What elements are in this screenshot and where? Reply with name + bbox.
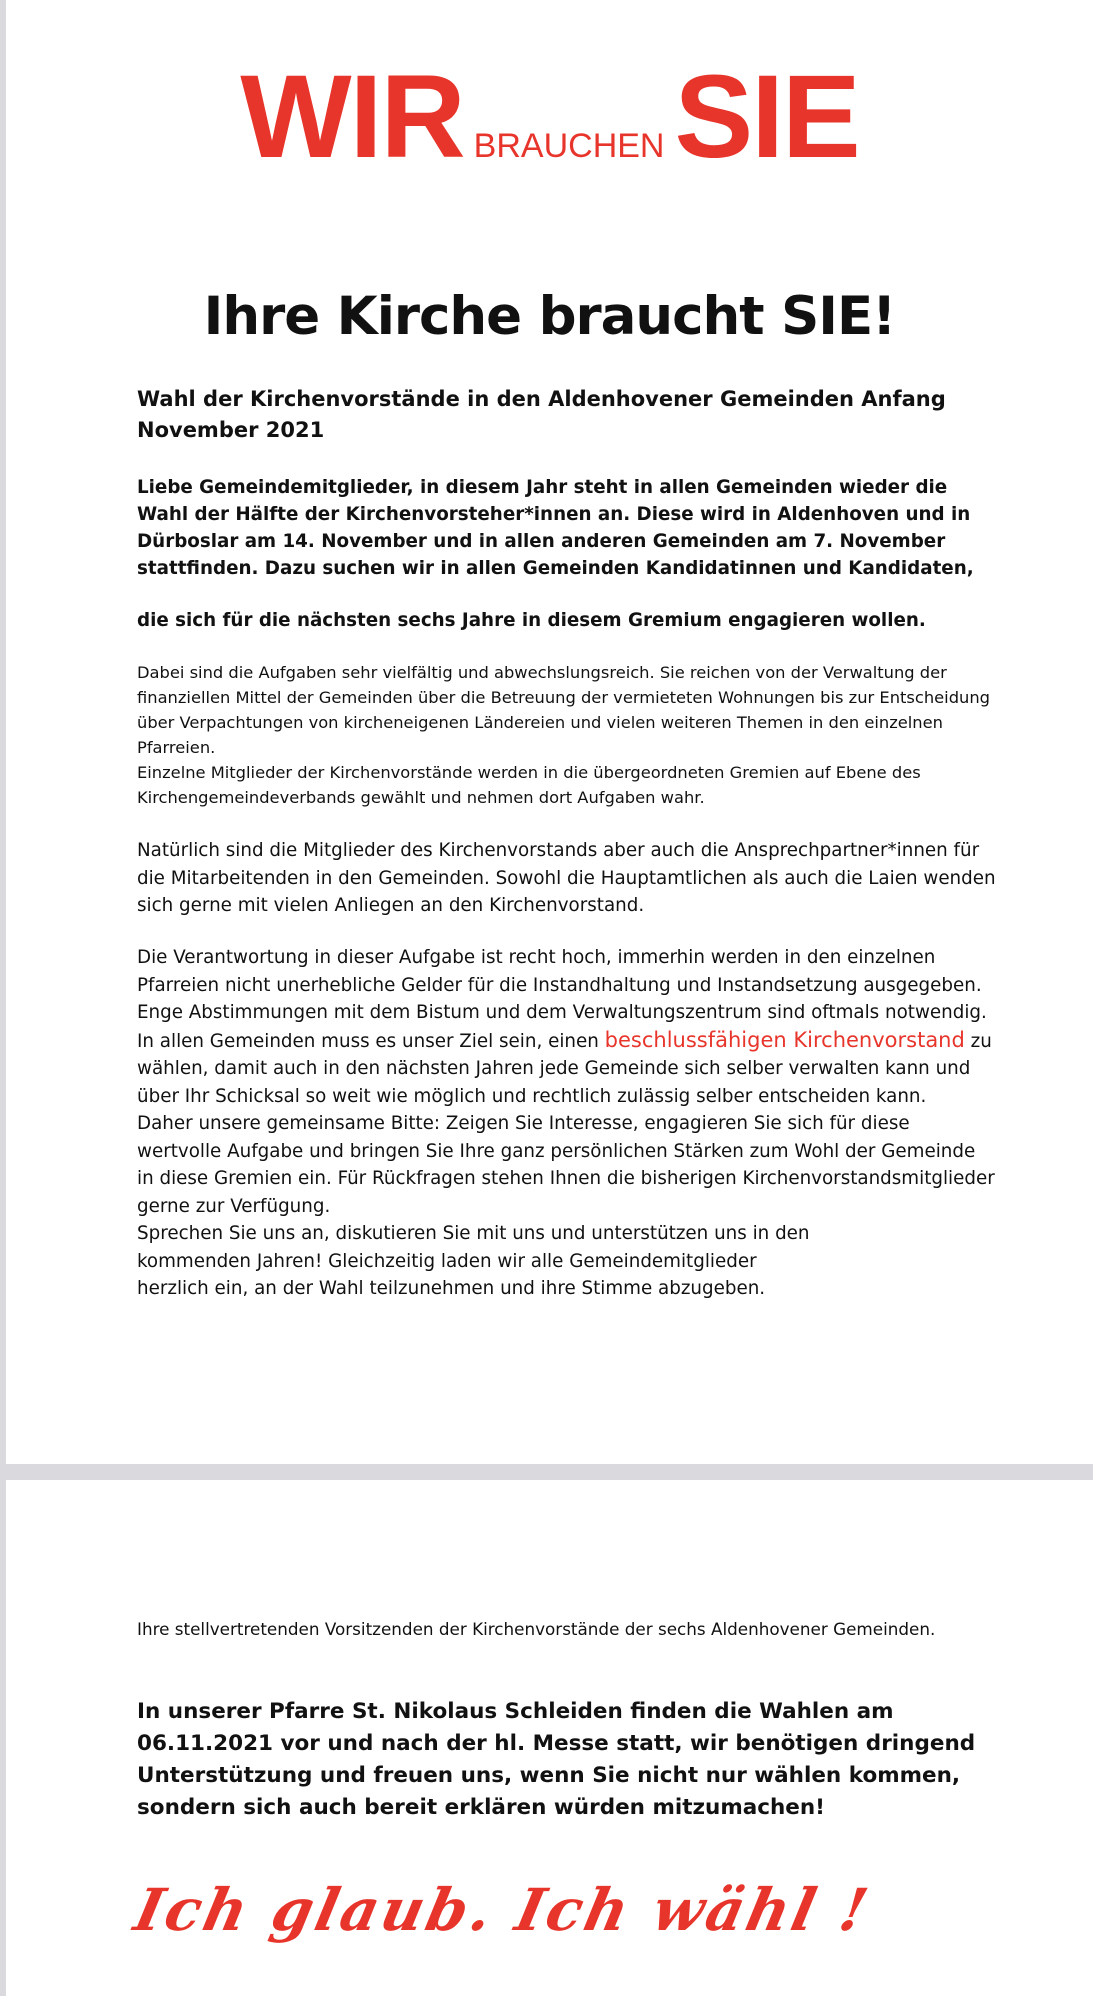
intro-paragraph: Liebe Gemeindemitglieder, in diesem Jahr steht in allen Gemeinden wieder die Wahl der Hälfte der Kirchenvorsteher*innen an. Diese wird in Aldenhoven und in Dürboslar am 14. November und in allen anderen Gemeinden am 7. November stattfinden. Dazu suchen wir in allen Gemeinden Kandidatinnen und Kandidaten, (137, 477, 974, 579)
banner-wir: WIR (240, 51, 464, 183)
banner-brauchen: BRAUCHEN (473, 127, 665, 165)
committees-paragraph: Einzelne Mitglieder der Kirchenvorstände werden in die übergeordneten Gremien auf Ebene des Kirchengemeindeverbands gewählt und nehmen dort Aufgaben wahr. (137, 763, 921, 807)
banner-headline (6, 51, 1093, 183)
invitation-paragraph (137, 1220, 997, 1303)
responsibility-paragraph (137, 944, 997, 1110)
highlight-text: beschlussfähigen Kirchenvorstand (604, 1027, 965, 1052)
closing-signature: Ihre stellvertretenden Vorsitzenden der Kirchenvorstände der sechs Aldenhovener Gemeinden. (137, 1619, 936, 1639)
invitation-line-1: Sprechen Sie uns an, diskutieren Sie mit uns und unterstützen uns in den (137, 1223, 810, 1244)
slogan: Ich glaub. Ich wähl ! (128, 1876, 877, 1944)
invitation-line-2: kommenden Jahren! Gleichzeitig laden wir alle Gemeindemitglieder (137, 1250, 757, 1272)
document-page-1 (6, 0, 1093, 1464)
final-announcement: In unserer Pfarre St. Nikolaus Schleiden finden die Wahlen am 06.11.2021 vor und nach der hl. Messe statt, wir benötigen dringend Unterstützung und freuen uns, wenn Sie nicht nur wählen kommen, sondern sich auch bereit erklären würden mitzumachen! (137, 1699, 976, 1820)
tasks-section (137, 660, 997, 810)
responsibility-text-before: Die Verantwortung in dieser Aufgabe ist recht hoch, immerhin werden in den einzelnen Pfarreien nicht unerhebliche Gelder für die Instandhaltung und Instandsetzung ausgegeben. Enge Abstimmungen mit dem Bistum und dem Verwaltungszentrum sind oftmals notwendig. In allen Gemeinden muss es unser Ziel sein, einen (137, 947, 987, 1052)
page-title: Ihre Kirche braucht SIE! (203, 286, 896, 347)
banner-sie: SIE (674, 51, 859, 183)
intro-continuation: die sich für die nächsten sechs Jahre in diesem Gremium engagieren wollen. (137, 610, 926, 631)
responsibility-text-after: zu wählen, damit auch in den nächsten Jahren jede Gemeinde sich selber verwalten kann und über Ihr Schicksal so weit wie möglich und rechtlich zulässig selber entscheiden kann. (137, 1030, 992, 1107)
subtitle: Wahl der Kirchenvorstände in den Aldenhovener Gemeinden Anfang November 2021 (137, 387, 946, 442)
invitation-line-3: herzlich ein, an der Wahl teilzunehmen und ihre Stimme abzugeben. (137, 1278, 766, 1299)
request-paragraph: Daher unsere gemeinsame Bitte: Zeigen Sie Interesse, engagieren Sie sich für diese wertvolle Aufgabe und bringen Sie Ihre ganz persönlichen Stärken zum Wohl der Gemeinde in diese Gremien ein. Für Rückfragen stehen Ihnen die bisherigen Kirchenvorstandsmitglieder gerne zur Verfügung. (137, 1113, 995, 1217)
responsibility-section (137, 944, 997, 1303)
contact-paragraph: Natürlich sind die Mitglieder des Kirchenvorstands aber auch die Ansprechpartner*innen für die Mitarbeitenden in den Gemeinden. Sowohl die Hauptamtlichen als auch die Laien wenden sich gerne mit vielen Anliegen an den Kirchenvorstand. (137, 840, 996, 916)
tasks-paragraph: Dabei sind die Aufgaben sehr vielfältig und abwechslungsreich. Sie reichen von der Verwaltung der finanziellen Mittel der Gemeinden über die Betreuung der vermieteten Wohnungen bis zur Entscheidung über Verpachtungen von kircheneigenen Ländereien und vielen weiteren Themen in den einzelnen Pfarreien. (137, 663, 991, 757)
document-page-2 (6, 1480, 1093, 1996)
